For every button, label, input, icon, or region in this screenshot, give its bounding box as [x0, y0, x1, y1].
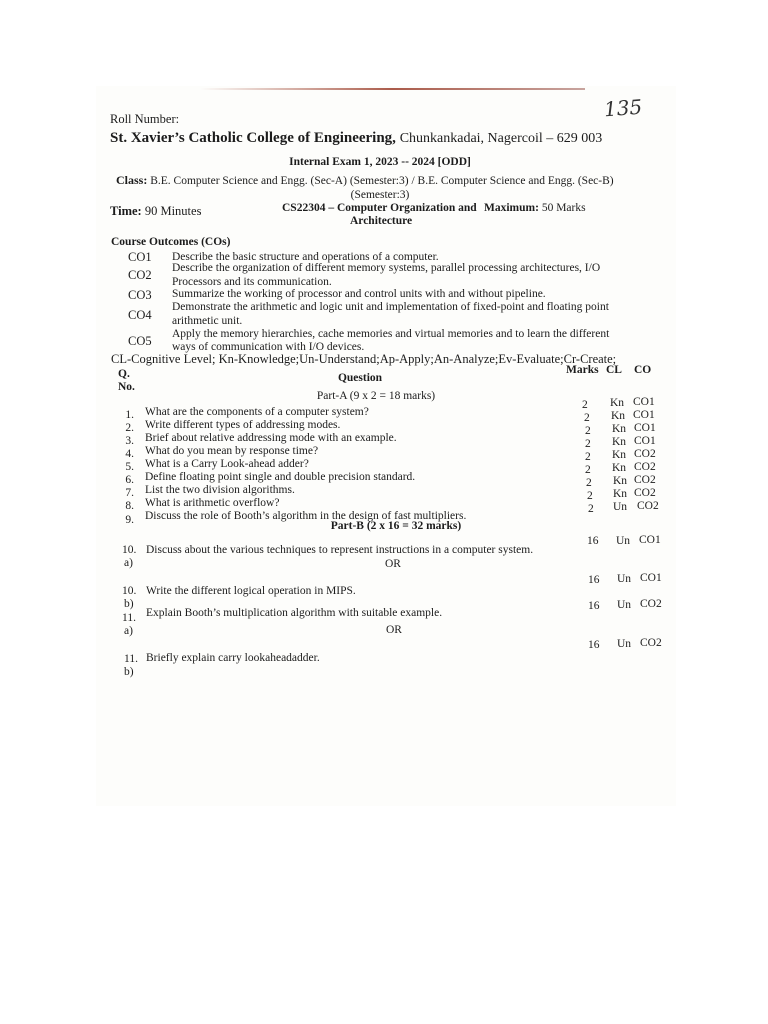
question-co: CO1	[633, 396, 655, 408]
class-value: B.E. Computer Science and Engg. (Sec-A) (Semester:3) / B.E. Computer Science and Engg. (Sec-B)	[150, 175, 614, 187]
part-b-title: Part-B (2 x 16 = 32 marks)	[330, 520, 462, 532]
question-co: CO1	[634, 422, 656, 434]
co-description-cont: Processors and its communication.	[172, 276, 332, 288]
question-co: CO2	[637, 500, 659, 512]
co-code: CO3	[128, 288, 152, 302]
question-text: Explain Booth’s multiplication algorithm with suitable example.	[146, 607, 443, 619]
question-cl: Kn	[611, 410, 626, 422]
question-cl: Kn	[612, 436, 627, 448]
exam-title: Internal Exam 1, 2023 -- 2024 [ODD]	[289, 156, 471, 168]
question-marks: 2	[585, 464, 591, 476]
question-cl: Kn	[610, 397, 625, 409]
class-label: Class:	[116, 173, 148, 187]
college-name: St. Xavier’s Catholic College of Engineering,	[110, 130, 396, 146]
question-text: Write different types of addressing modes.	[145, 419, 341, 431]
qno-header: Q.	[118, 368, 130, 380]
co-description: Describe the organization of different memory systems, parallel processing architectures, I/O	[172, 262, 601, 274]
question-text: Define floating point single and double precision standard.	[145, 471, 416, 483]
college-heading	[110, 130, 602, 147]
co-code: CO5	[128, 334, 152, 348]
question-marks: 2	[584, 412, 590, 424]
time-info	[110, 204, 201, 219]
question-co: CO1	[634, 435, 656, 447]
question-number: 7.	[125, 487, 134, 499]
question-number: 11.	[124, 653, 138, 665]
question-text: Briefly explain carry lookaheadadder.	[146, 652, 320, 664]
question-number: 6.	[125, 474, 134, 486]
question-co: CO2	[634, 487, 656, 499]
question-marks: 2	[585, 451, 591, 463]
question-co: CO1	[633, 409, 655, 421]
co-code: CO4	[128, 308, 152, 322]
question-co: CO1	[640, 572, 662, 584]
co-description: Describe the basic structure and operations of a computer.	[172, 251, 439, 263]
question-marks: 16	[588, 639, 600, 651]
question-text: Brief about relative addressing mode with an example.	[145, 432, 397, 444]
question-number: 9.	[125, 514, 134, 526]
question-header: Question	[337, 372, 383, 384]
college-location: Chunkankadai, Nagercoil – 629 003	[399, 131, 603, 146]
class-line	[116, 173, 614, 188]
question-number: 10.	[122, 585, 137, 597]
question-number: 2.	[125, 422, 134, 434]
course-outcomes-heading: Course Outcomes (COs)	[111, 236, 231, 248]
question-text: What is a Carry Look-ahead adder?	[145, 458, 309, 470]
co-description-cont: arithmetic unit.	[172, 315, 243, 327]
question-co: CO2	[634, 461, 656, 473]
question-cl: Kn	[612, 423, 627, 435]
question-subpart: b)	[124, 598, 134, 610]
cognitive-level-legend: CL-Cognitive Level; Kn-Knowledge;Un-Understand;Ap-Apply;An-Analyze;Ev-Evaluate;Cr-Create;	[111, 352, 617, 366]
question-number: 10.	[122, 544, 137, 556]
question-number: 11.	[122, 612, 136, 624]
question-co: CO2	[634, 448, 656, 460]
question-cl: Un	[613, 501, 628, 513]
question-marks: 16	[588, 574, 600, 586]
question-number: 1.	[125, 409, 134, 421]
marks-header: Marks	[566, 364, 599, 376]
question-subpart: a)	[124, 557, 133, 569]
question-text: What is arithmetic overflow?	[145, 497, 280, 509]
class-semester: (Semester:3)	[350, 189, 410, 201]
question-cl: Un	[616, 535, 631, 547]
question-number: 8.	[125, 500, 134, 512]
question-cl: Kn	[612, 449, 627, 461]
max-value: 50 Marks	[541, 202, 586, 214]
roll-number-label: Roll Number:	[110, 112, 180, 126]
co-description: Apply the memory hierarchies, cache memories and virtual memories and to learn the different	[172, 328, 610, 340]
question-text: What do you mean by response time?	[145, 445, 319, 457]
co-code: CO2	[128, 268, 152, 282]
question-marks: 2	[585, 438, 591, 450]
or-separator: OR	[386, 624, 402, 636]
max-label: Maximum:	[484, 202, 539, 214]
time-value: 90 Minutes	[144, 204, 202, 218]
co-code: CO1	[128, 250, 152, 264]
question-marks: 2	[585, 425, 591, 437]
question-cl: Un	[617, 599, 632, 611]
question-subpart: a)	[124, 625, 133, 637]
question-marks: 2	[586, 477, 592, 489]
question-text: Discuss the role of Booth’s algorithm in the design of fast multipliers.	[145, 510, 467, 522]
question-text: Write the different logical operation in MIPS.	[146, 585, 356, 597]
course-title-line2: Architecture	[350, 215, 413, 227]
question-marks: 2	[582, 399, 588, 411]
max-marks	[484, 202, 586, 214]
time-label: Time:	[110, 204, 142, 218]
question-co: CO2	[640, 598, 662, 610]
question-marks: 2	[588, 503, 594, 515]
question-cl: Kn	[612, 462, 627, 474]
cl-header: CL	[606, 364, 622, 376]
question-cl: Un	[617, 638, 632, 650]
question-number: 5.	[125, 461, 134, 473]
question-co: CO2	[634, 474, 656, 486]
question-co: CO1	[639, 534, 661, 546]
or-separator: OR	[385, 558, 401, 570]
course-title-line1: CS22304 – Computer Organization and	[282, 202, 477, 214]
question-marks: 16	[587, 535, 599, 547]
question-marks: 2	[587, 490, 593, 502]
question-cl: Un	[617, 573, 632, 585]
question-cl: Kn	[613, 488, 628, 500]
co-description-cont: ways of communication with I/O devices.	[172, 341, 365, 353]
co-description: Demonstrate the arithmetic and logic unit and implementation of fixed-point and floating point	[172, 301, 609, 313]
question-cl: Kn	[613, 475, 628, 487]
question-text: List the two division algorithms.	[145, 484, 295, 496]
qno-header-cont: No.	[118, 381, 135, 393]
question-text: Discuss about the various techniques to represent instructions in a computer system.	[146, 544, 534, 556]
co-description: Summarize the working of processor and control units with and without pipeline.	[172, 288, 546, 300]
question-text: What are the components of a computer system?	[145, 406, 369, 418]
handwritten-mark: 135	[603, 94, 643, 122]
question-number: 3.	[125, 435, 134, 447]
question-marks: 16	[588, 600, 600, 612]
question-co: CO2	[640, 637, 662, 649]
part-a-title: Part-A (9 x 2 = 18 marks)	[316, 390, 436, 402]
question-subpart: b)	[124, 666, 134, 678]
co-header: CO	[634, 364, 652, 376]
question-number: 4.	[125, 448, 134, 460]
